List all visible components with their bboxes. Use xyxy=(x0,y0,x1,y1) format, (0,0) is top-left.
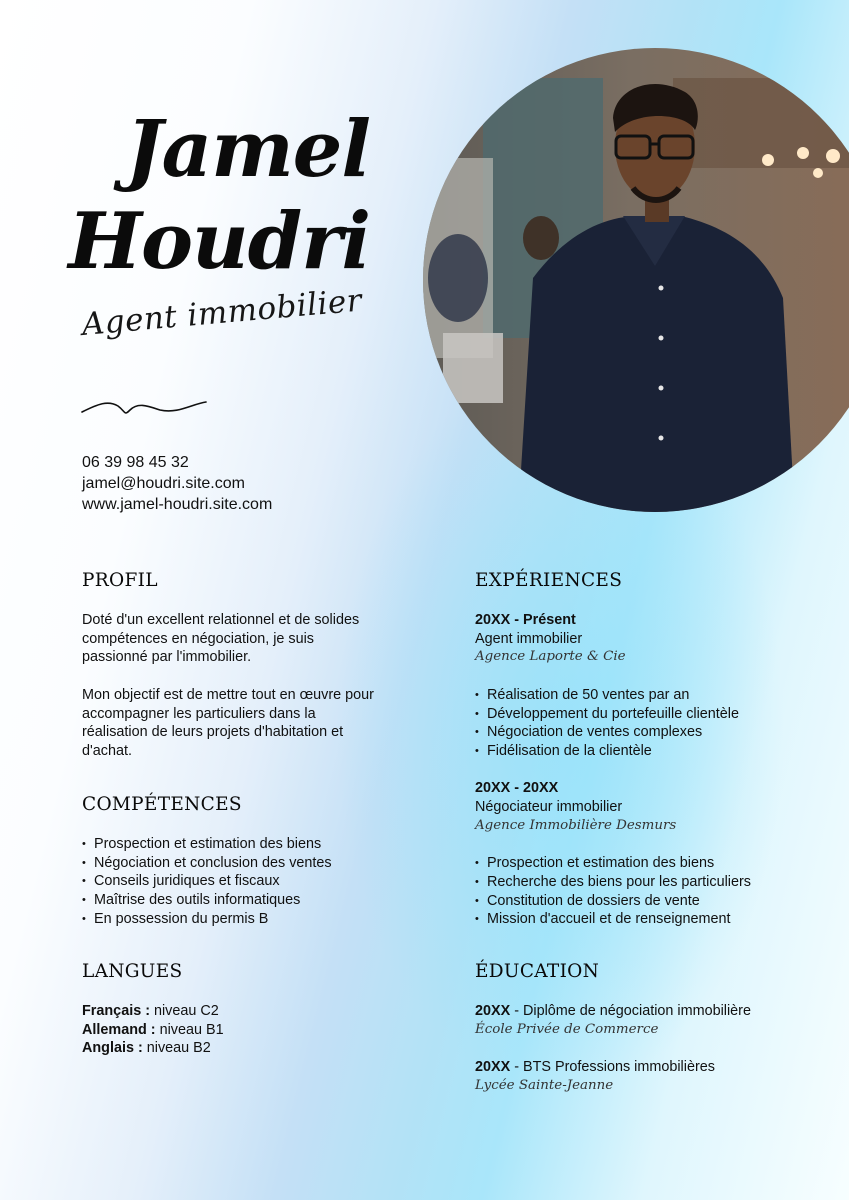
education-school: École Privée de Commerce xyxy=(475,1021,659,1037)
list-item: • Négociation et conclusion des ventes xyxy=(82,854,382,873)
language-name: Allemand : xyxy=(82,1021,156,1038)
language-row xyxy=(82,1002,382,1021)
email-address: jamel@houdri.site.com xyxy=(82,475,245,492)
job-entry xyxy=(475,779,815,929)
job-date: 20XX - Présent xyxy=(475,612,576,628)
list-item: • Conseils juridiques et fiscaux xyxy=(82,872,382,891)
website-url: www.jamel-houdri.site.com xyxy=(82,496,273,513)
education-degree-text: - Diplôme de négociation immobilière xyxy=(510,1003,751,1019)
profile-heading: PROFIL xyxy=(82,570,158,591)
job-entry xyxy=(475,611,815,761)
experience-section xyxy=(475,570,815,948)
list-item: • Développement du portefeuille clientèle xyxy=(475,705,815,724)
language-level: niveau B2 xyxy=(146,1040,211,1057)
skills-heading: COMPÉTENCES xyxy=(82,794,242,815)
job-title: Agent immobilier xyxy=(80,282,364,343)
job-company: Agence Laporte & Cie xyxy=(475,649,626,665)
job-company: Agence Immobilière Desmurs xyxy=(475,817,677,833)
education-year: 20XX xyxy=(475,1003,511,1019)
language-name: Anglais : xyxy=(82,1040,143,1057)
contact-info xyxy=(82,452,272,515)
education-degree-text: - BTS Professions immobilières xyxy=(510,1059,715,1076)
languages-heading: LANGUES xyxy=(82,961,183,982)
profile-section xyxy=(82,570,382,779)
language-level: niveau C2 xyxy=(153,1003,219,1019)
first-name: Jamel xyxy=(125,104,370,195)
list-item: • Réalisation de 50 ventes par an xyxy=(475,686,815,705)
squiggle-decoration-icon xyxy=(80,392,210,422)
education-school: Lycée Sainte-Jeanne xyxy=(475,1077,614,1093)
profile-paragraph: Doté d'un excellent relationnel et de solides compétences en négociation, je suis passionné par l'immobilier. xyxy=(82,612,360,666)
profile-paragraph: Mon objectif est de mettre tout en œuvre pour accompagner les particuliers dans la réalisation de leurs projets d'habitation et d'achat. xyxy=(82,686,374,759)
list-item: • Prospection et estimation des biens xyxy=(82,835,382,854)
candidate-name xyxy=(40,104,370,288)
profile-photo xyxy=(423,48,849,512)
list-item: • Maîtrise des outils informatiques xyxy=(82,891,382,910)
list-item: • Mission d'accueil et de renseignement xyxy=(475,910,815,929)
phone-number: 06 39 98 45 32 xyxy=(82,454,189,471)
last-name: Houdri xyxy=(68,196,370,287)
job-date: 20XX - 20XX xyxy=(475,780,559,797)
education-section xyxy=(475,961,775,1114)
job-tasks xyxy=(475,686,815,761)
list-item: • Constitution de dossiers de vente xyxy=(475,892,815,911)
languages-section xyxy=(82,961,382,1058)
job-tasks xyxy=(475,854,815,929)
list-item: • Négociation de ventes complexes xyxy=(475,723,815,742)
list-item: • Recherche des biens pour les particuliers xyxy=(475,873,815,892)
job-role: Négociateur immobilier xyxy=(475,799,623,815)
language-row xyxy=(82,1021,382,1040)
experience-heading: EXPÉRIENCES xyxy=(475,570,623,591)
language-name: Français : xyxy=(82,1003,150,1019)
list-item: • En possession du permis B xyxy=(82,910,382,929)
list-item: • Fidélisation de la clientèle xyxy=(475,742,815,761)
language-row xyxy=(82,1039,382,1058)
education-degree xyxy=(475,1058,775,1077)
list-item: • Prospection et estimation des biens xyxy=(475,854,815,873)
education-degree xyxy=(475,1002,775,1021)
language-level: niveau B1 xyxy=(159,1021,224,1038)
skills-section xyxy=(82,794,382,929)
education-year: 20XX xyxy=(475,1059,511,1076)
education-heading: ÉDUCATION xyxy=(475,961,600,982)
skills-list xyxy=(82,835,382,929)
job-role: Agent immobilier xyxy=(475,630,583,647)
